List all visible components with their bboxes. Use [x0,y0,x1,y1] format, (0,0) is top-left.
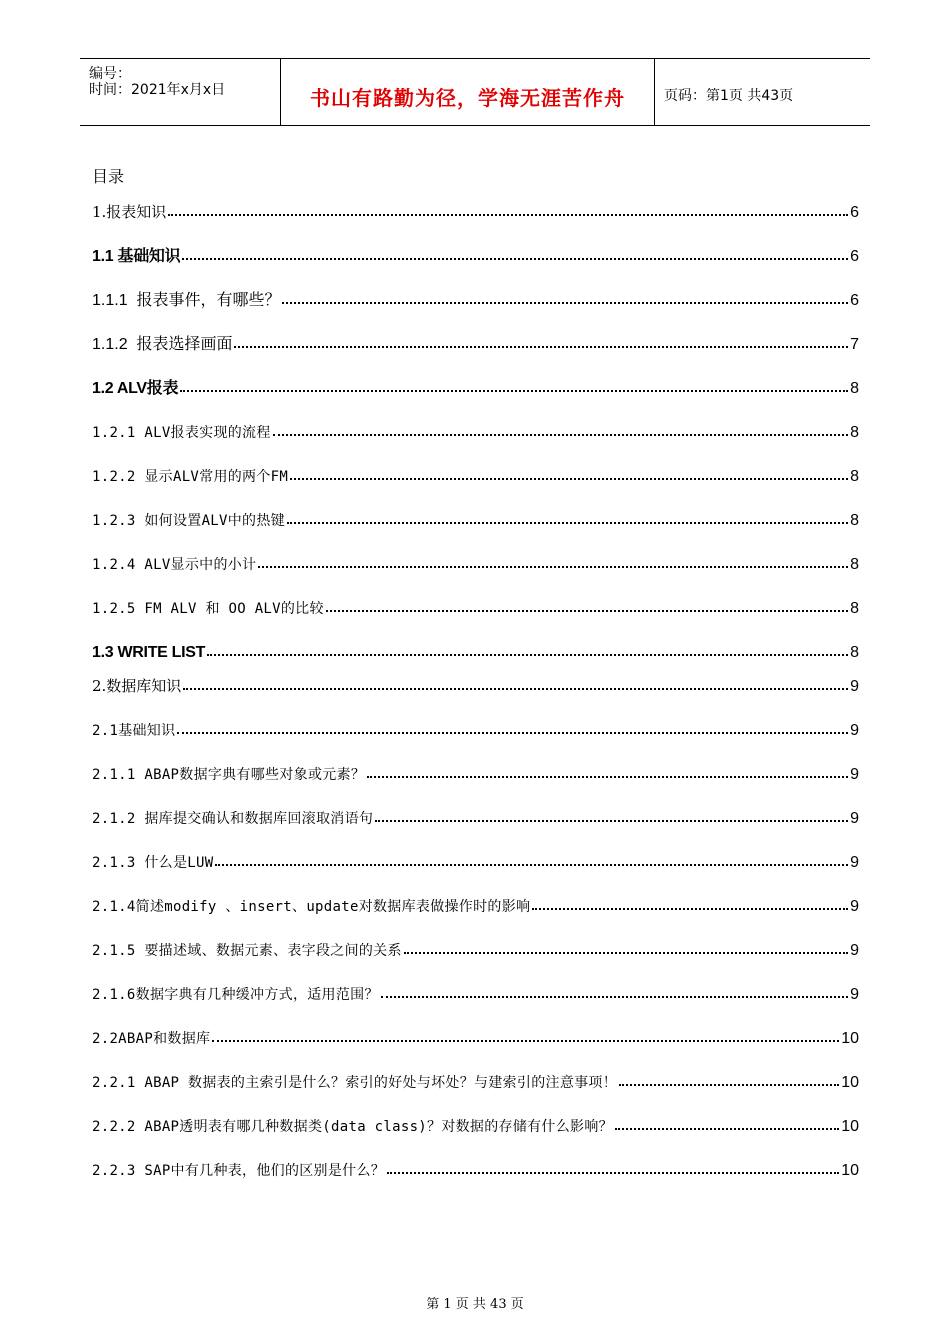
toc-leader-dots [615,1127,839,1130]
toc-entry-page-number: 9 [850,722,859,739]
toc-entry-page-number: 8 [850,644,859,661]
page-footer: 第 1 页 共 43 页 [426,1297,524,1312]
header-middle-cell [281,59,655,125]
toc-entry[interactable] [92,714,859,740]
toc-leader-dots [207,653,848,656]
toc-entry-title: 2.1基础知识 [92,723,176,739]
toc-leader-dots [326,609,848,612]
toc-entry-page-number: 9 [850,810,859,827]
toc-entry-page-number: 9 [850,678,859,695]
toc-leader-dots [282,301,848,304]
toc-entry-title: 1.1 基础知识 [92,248,181,265]
toc-leader-dots [375,819,848,822]
toc-entry[interactable] [92,802,859,828]
toc-leader-dots [290,477,848,480]
toc-entry[interactable] [92,328,859,354]
toc-entry[interactable] [92,240,859,266]
page-code: 页码：第1页 共43页 [664,88,794,104]
toc-entry-page-number: 8 [850,380,859,397]
toc-entry-page-number: 8 [850,556,859,573]
toc-entry-page-number: 6 [850,248,859,265]
toc-entry[interactable] [92,592,859,618]
toc-entry[interactable] [92,1022,859,1048]
toc-leader-dots [404,951,848,954]
toc-entry-title: 2.1.1 ABAP数据字典有哪些对象或元素？ [92,767,366,783]
toc-entry[interactable] [92,978,859,1004]
toc-entry-page-number: 9 [850,854,859,871]
toc-entry-page-number: 9 [850,942,859,959]
toc-entry[interactable] [92,548,859,574]
toc-entry[interactable] [92,504,859,530]
toc-entry-title: 1.1.2 报表选择画面 [92,336,233,353]
toc-entry-title: 2.2.3 SAP中有几种表，他们的区别是什么？ [92,1163,386,1179]
toc-entry-title: 1.2 ALV报表 [92,380,179,397]
toc-entry-title: 2.2.1 ABAP 数据表的主索引是什么？索引的好处与坏处？与建索引的注意事项！ [92,1075,618,1091]
motto: 书山有路勤为径，学海无涯苦作舟 [310,86,625,110]
toc-entry-title: 2.1.2 据库提交确认和数据库回滚取消语句 [92,811,374,827]
toc-entry-title: 2.1.4简述modify 、insert、update对数据库表做操作时的影响 [92,899,531,915]
toc-entry-title: 1.2.4 ALV显示中的小计 [92,557,257,573]
toc-entry-title: 1.2.5 FM ALV 和 OO ALV的比较 [92,601,324,617]
toc-entry[interactable] [92,758,859,784]
toc-leader-dots [183,687,848,690]
toc-leader-dots [387,1171,839,1174]
toc-entry-page-number: 8 [850,512,859,529]
toc-entry[interactable] [92,1110,859,1136]
toc-entry-page-number: 6 [850,204,859,221]
toc-entry-title: 2.1.3 什么是LUW [92,855,214,871]
toc-entry[interactable] [92,934,859,960]
toc-entry-title: 1.报表知识 [92,203,167,221]
toc-leader-dots [367,775,848,778]
toc-entry-page-number: 7 [850,336,859,353]
toc-entry[interactable] [92,460,859,486]
toc-entry-page-number: 10 [841,1030,859,1047]
toc-entry-title: 2.1.5 要描述域、数据元素、表字段之间的关系 [92,943,402,959]
toc-entry-page-number: 8 [850,600,859,617]
toc-entry-page-number: 10 [841,1074,859,1091]
toc-entry-page-number: 9 [850,898,859,915]
toc-entry[interactable] [92,1066,859,1092]
toc-entry-title: 1.3 WRITE LIST [92,644,206,661]
toc-entry-page-number: 10 [841,1118,859,1135]
number-label: 编号： [89,66,131,82]
toc-entry-title: 2.2ABAP和数据库 [92,1031,211,1047]
toc-entry-page-number: 6 [850,292,859,309]
toc-entry-page-number: 9 [850,986,859,1003]
toc-leader-dots [212,1039,839,1042]
toc-leader-dots [234,345,848,348]
toc-leader-dots [287,521,848,524]
toc-leader-dots [180,389,848,392]
toc-entry[interactable] [92,1154,859,1180]
toc-entry-page-number: 8 [850,424,859,441]
toc-entry-title: 2.2.2 ABAP透明表有哪几种数据类(data class)？对数据的存储有什么影响？ [92,1119,613,1135]
toc-entry[interactable] [92,416,859,442]
toc-entry[interactable] [92,372,859,398]
toc-entry[interactable] [92,670,859,696]
toc-entry-title: 2.数据库知识 [92,677,182,695]
toc-entry-title: 2.1.6数据字典有几种缓冲方式，适用范围？ [92,987,379,1003]
toc-entry[interactable] [92,196,859,222]
time-label: 时间：2021年x月x日 [89,82,226,98]
toc-entry[interactable] [92,890,859,916]
toc-entry-page-number: 9 [850,766,859,783]
toc-leader-dots [215,863,848,866]
toc-entry-title: 1.2.2 显示ALV常用的两个FM [92,469,289,485]
toc-entry-title: 1.2.1 ALV报表实现的流程 [92,425,271,441]
toc-leader-dots [619,1083,839,1086]
toc-leader-dots [532,907,848,910]
toc-entry-page-number: 8 [850,468,859,485]
header-table [80,58,870,126]
toc-leader-dots [381,995,848,998]
toc-leader-dots [182,257,848,260]
toc-entry-title: 1.2.3 如何设置ALV中的热键 [92,513,285,529]
toc-entry-page-number: 10 [841,1162,859,1179]
toc-leader-dots [273,433,848,436]
toc-entry[interactable] [92,284,859,310]
toc-entry-title: 1.1.1 报表事件，有哪些？ [92,292,281,309]
toc-title: 目录 [92,167,125,186]
toc-leader-dots [258,565,848,568]
toc-leader-dots [168,213,848,216]
header-right-cell [655,59,870,125]
header-left-cell [80,59,281,125]
toc-entry[interactable] [92,636,859,662]
toc-leader-dots [177,731,848,734]
toc-entry[interactable] [92,846,859,872]
